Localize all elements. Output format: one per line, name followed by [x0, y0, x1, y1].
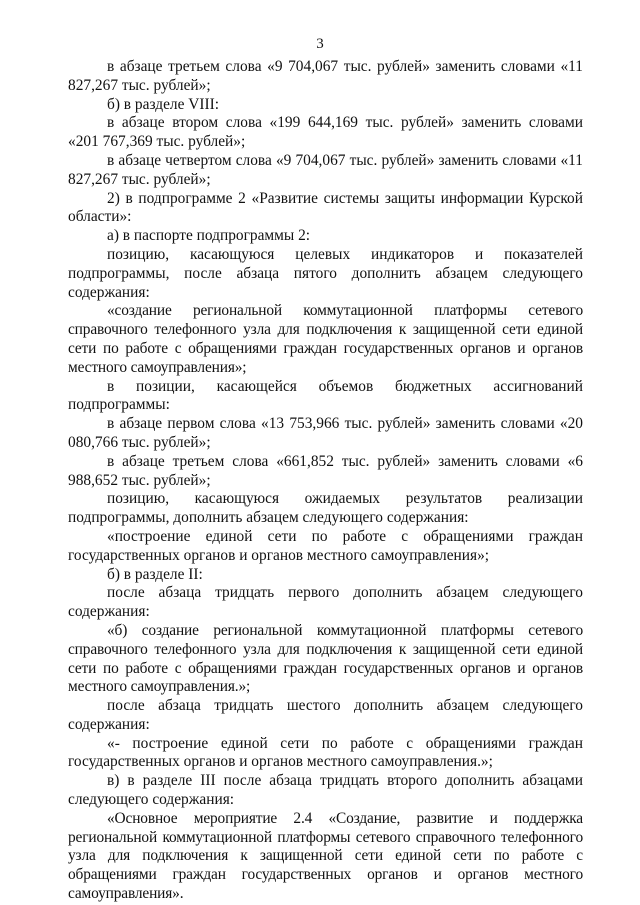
- paragraph-3: в абзаце втором слова «199 644,169 тыс. рублей» заменить словами «201 767,369 тыс. рублей»;: [68, 114, 583, 151]
- paragraph-15: после абзаца тридцать первого дополнить абзацем следующего содержания:: [68, 584, 583, 621]
- paragraph-19: в) в разделе III после абзаца тридцать второго дополнить абзацами следующего содержания:: [68, 772, 583, 809]
- paragraph-18: «- построение единой сети по работе с обращениями граждан государственных органов и органов местного самоуправления.»;: [68, 734, 583, 771]
- paragraph-11: в абзаце третьем слова «661,852 тыс. рублей» заменить словами «6 988,652 тыс. рублей»;: [68, 452, 583, 489]
- paragraph-10: в абзаце первом слова «13 753,966 тыс. рублей» заменить словами «20 080,766 тыс. рублей»;: [68, 415, 583, 451]
- paragraph-16: «б) создание региональной коммутационной платформы сетевого справочного телефонного узла для подключения к защищенной сети единой сети по работе с обращениями граждан государственных органов и органов местного самоуправления.»;: [68, 621, 583, 696]
- document-body: [68, 58, 583, 904]
- paragraph-7: позицию, касающуюся целевых индикаторов и показателей подпрограммы, после абзаца пятого дополнить абзацем следующего содержания:: [68, 245, 583, 301]
- paragraph-20: «Основное мероприятие 2.4 «Создание, развитие и поддержка региональной коммутационной платформы сетевого справочного телефонного узла для подключения к защищенной сети единой сети по работе с обращениями граждан государственных органов и органов местного самоуправления».: [68, 809, 583, 903]
- paragraph-17: после абзаца тридцать шестого дополнить абзацем следующего содержания:: [68, 697, 583, 733]
- paragraph-14: б) в разделе II:: [107, 565, 203, 583]
- paragraph-1: в абзаце третьем слова «9 704,067 тыс. рублей» заменить словами «11 827,267 тыс. рублей»;: [68, 58, 583, 94]
- page-number: 3: [316, 36, 324, 52]
- paragraph-8: «создание региональной коммутационной платформы сетевого справочного телефонного узла для подключения к защищенной сети единой сети по работе с обращениями граждан государственных органов и органов местного самоуправления»;: [68, 302, 583, 376]
- paragraph-4: в абзаце четвертом слова «9 704,067 тыс. рублей» заменить словами «11 827,267 тыс. рублей»;: [68, 151, 583, 188]
- paragraph-13: «построение единой сети по работе с обращениями граждан государственных органов и органов местного самоуправления»;: [68, 527, 583, 564]
- paragraph-12: позицию, касающуюся ожидаемых результатов реализации подпрограммы, дополнить абзацем следующего содержания:: [68, 490, 583, 527]
- paragraph-5: 2) в подпрограмме 2 «Развитие системы защиты информации Курской области»:: [68, 189, 583, 226]
- paragraph-6: а) в паспорте подпрограммы 2:: [107, 227, 311, 245]
- paragraph-9: в позиции, касающейся объемов бюджетных ассигнований подпрограммы:: [68, 377, 583, 414]
- paragraph-2: б) в разделе VIII:: [107, 95, 220, 113]
